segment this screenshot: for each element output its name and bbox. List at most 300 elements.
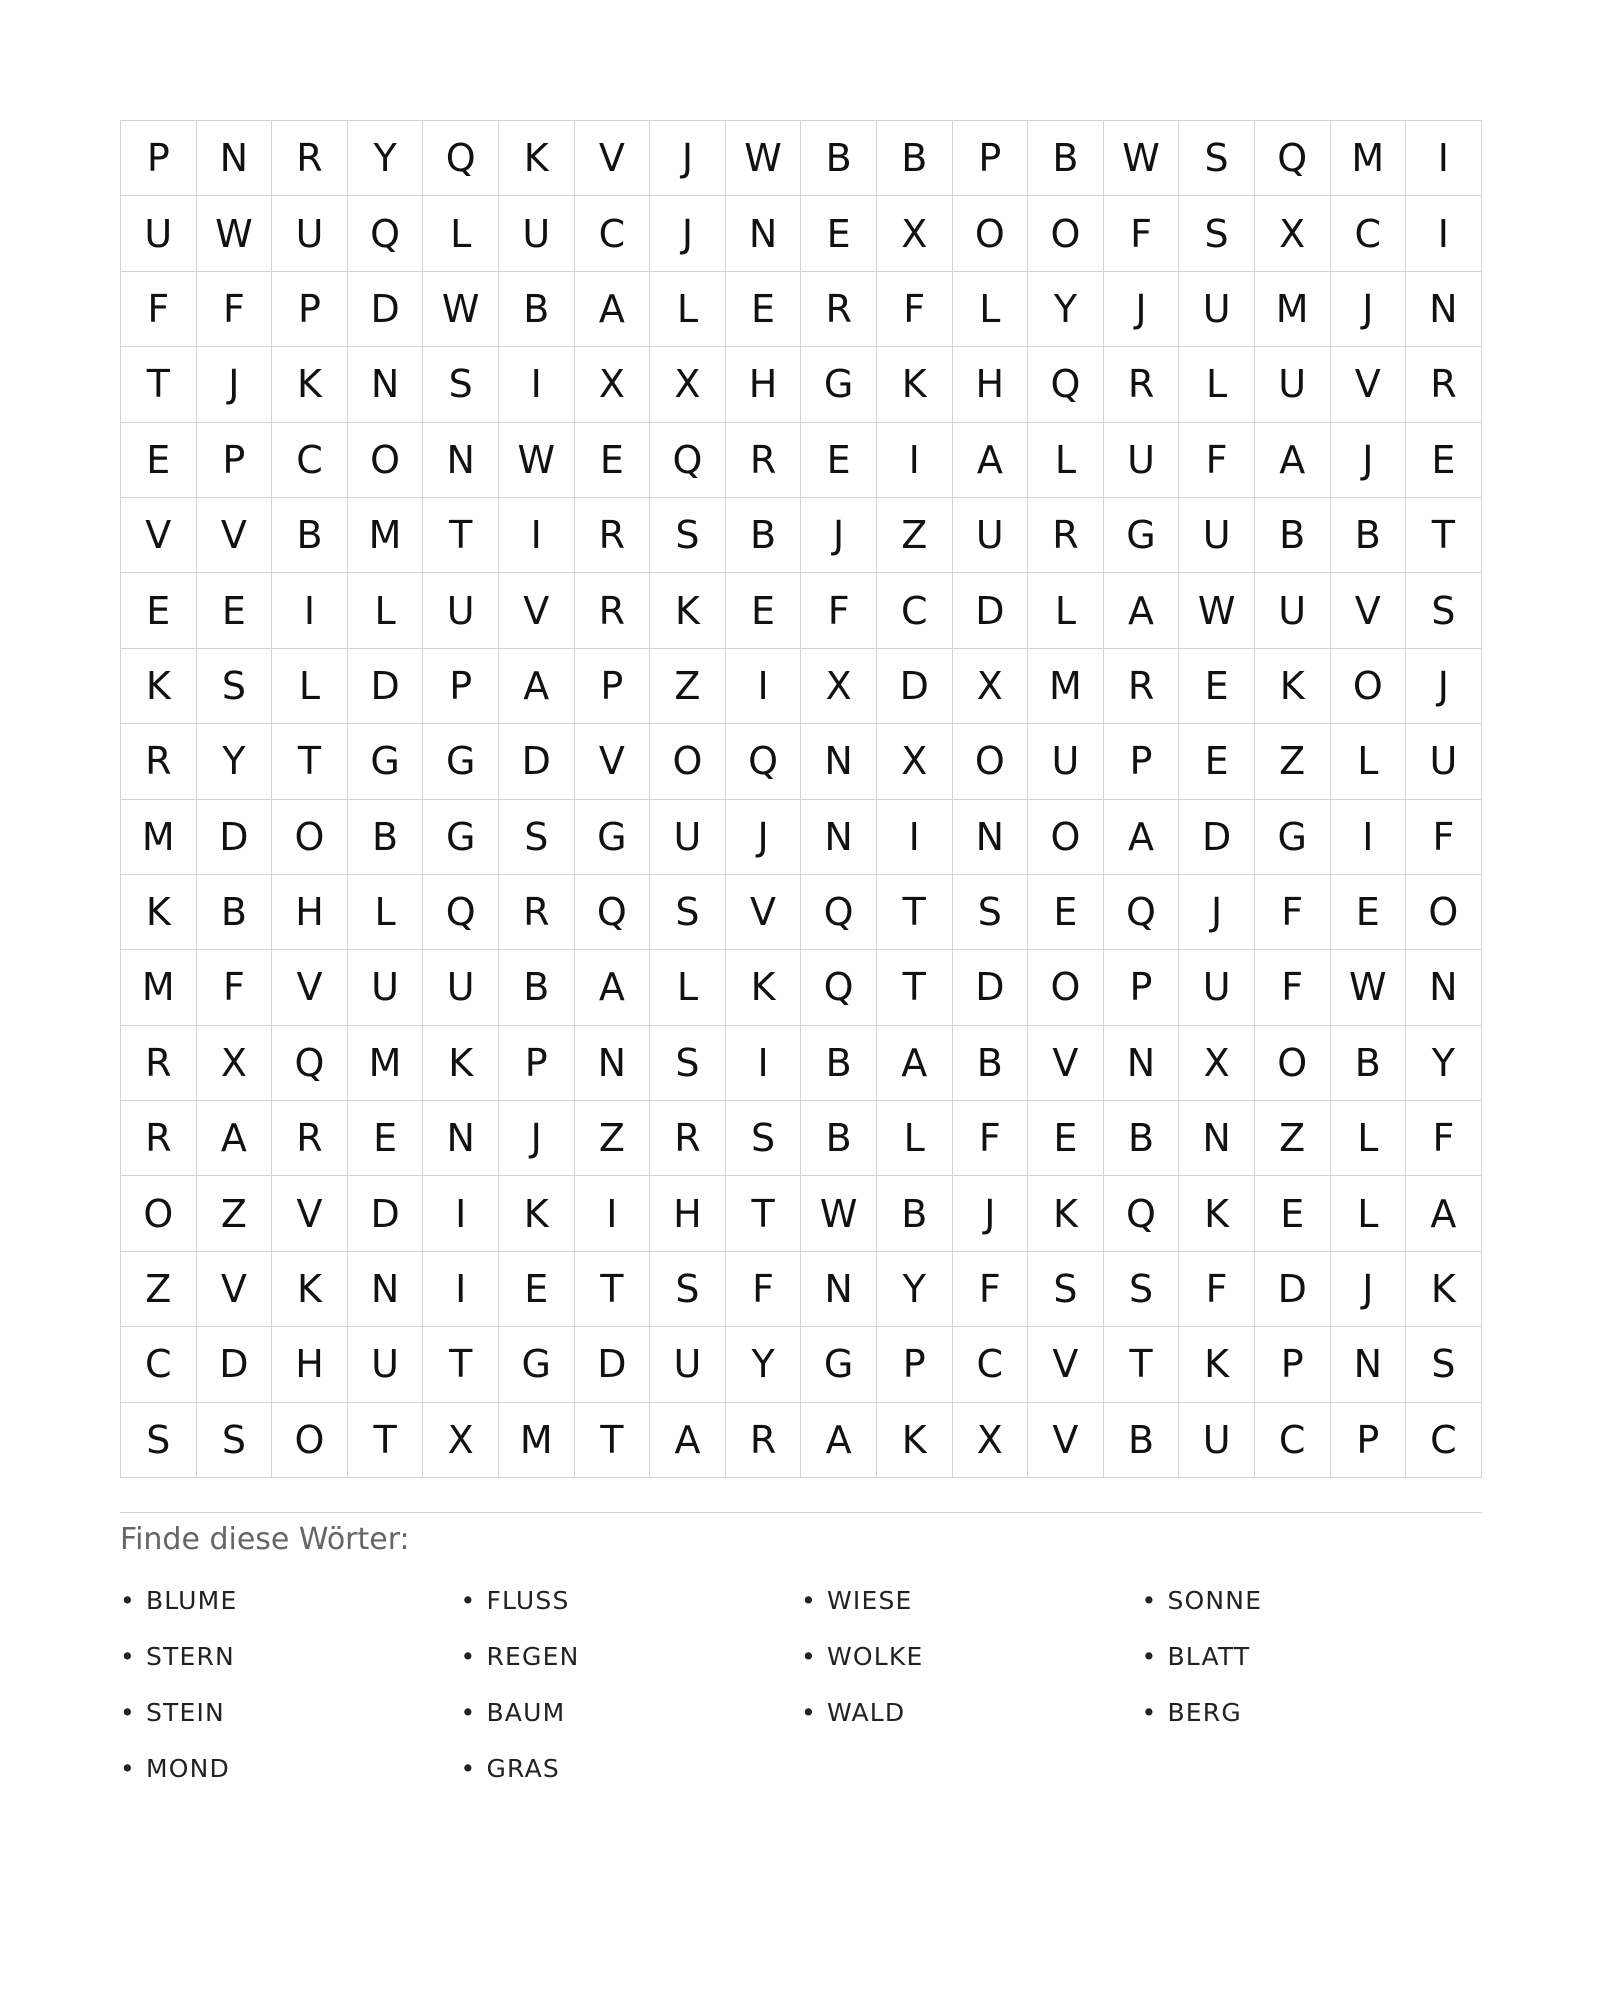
grid-cell[interactable]: S [726,1101,802,1176]
grid-cell[interactable]: S [1179,121,1255,196]
grid-cell[interactable]: S [650,875,726,950]
grid-cell[interactable]: B [953,1026,1029,1101]
grid-cell[interactable]: W [1331,950,1407,1025]
grid-cell[interactable]: U [499,196,575,271]
grid-cell[interactable]: F [953,1101,1029,1176]
grid-cell[interactable]: B [726,498,802,573]
grid-cell[interactable]: I [877,423,953,498]
grid-cell[interactable]: V [1331,347,1407,422]
grid-cell[interactable]: L [423,196,499,271]
grid-cell[interactable]: G [801,1327,877,1402]
grid-cell[interactable]: K [1406,1252,1482,1327]
grid-cell[interactable]: N [348,1252,424,1327]
grid-cell[interactable]: Y [1028,272,1104,347]
grid-cell[interactable]: K [1255,649,1331,724]
grid-cell[interactable]: P [575,649,651,724]
grid-cell[interactable]: N [1406,272,1482,347]
grid-cell[interactable]: K [877,347,953,422]
grid-cell[interactable]: I [499,347,575,422]
grid-cell[interactable]: S [1028,1252,1104,1327]
grid-cell[interactable]: F [121,272,197,347]
grid-cell[interactable]: B [877,121,953,196]
grid-cell[interactable]: E [801,423,877,498]
grid-cell[interactable]: R [272,121,348,196]
grid-cell[interactable]: R [575,573,651,648]
grid-cell[interactable]: S [1104,1252,1180,1327]
grid-cell[interactable]: V [1028,1327,1104,1402]
grid-cell[interactable]: V [197,498,273,573]
grid-cell[interactable]: I [877,800,953,875]
grid-cell[interactable]: B [1028,121,1104,196]
grid-cell[interactable]: G [575,800,651,875]
grid-cell[interactable]: U [1179,498,1255,573]
grid-cell[interactable]: K [1179,1176,1255,1251]
grid-cell[interactable]: M [1331,121,1407,196]
grid-cell[interactable]: C [575,196,651,271]
grid-cell[interactable]: L [272,649,348,724]
grid-cell[interactable]: K [121,875,197,950]
grid-cell[interactable]: A [877,1026,953,1101]
grid-cell[interactable]: B [1104,1101,1180,1176]
grid-cell[interactable]: R [575,498,651,573]
grid-cell[interactable]: S [650,498,726,573]
grid-cell[interactable]: F [1255,950,1331,1025]
grid-cell[interactable]: C [121,1327,197,1402]
grid-cell[interactable]: F [197,272,273,347]
grid-cell[interactable]: X [423,1403,499,1478]
grid-cell[interactable]: C [1406,1403,1482,1478]
grid-cell[interactable]: N [801,724,877,799]
grid-cell[interactable]: N [801,1252,877,1327]
grid-cell[interactable]: A [575,950,651,1025]
grid-cell[interactable]: X [1255,196,1331,271]
grid-cell[interactable]: S [1406,573,1482,648]
grid-cell[interactable]: R [121,724,197,799]
grid-cell[interactable]: G [423,724,499,799]
grid-cell[interactable]: L [953,272,1029,347]
grid-cell[interactable]: T [272,724,348,799]
grid-cell[interactable]: U [1104,423,1180,498]
grid-cell[interactable]: L [1331,724,1407,799]
grid-cell[interactable]: O [1028,950,1104,1025]
grid-cell[interactable]: O [1028,196,1104,271]
grid-cell[interactable]: O [348,423,424,498]
grid-cell[interactable]: Q [575,875,651,950]
grid-cell[interactable]: U [1255,573,1331,648]
grid-cell[interactable]: L [650,272,726,347]
grid-cell[interactable]: Z [1255,724,1331,799]
grid-cell[interactable]: B [348,800,424,875]
grid-cell[interactable]: B [499,950,575,1025]
grid-cell[interactable]: O [272,1403,348,1478]
grid-cell[interactable]: M [121,950,197,1025]
grid-cell[interactable]: K [272,347,348,422]
grid-cell[interactable]: O [953,196,1029,271]
grid-cell[interactable]: J [1406,649,1482,724]
grid-cell[interactable]: N [423,423,499,498]
grid-cell[interactable]: O [1406,875,1482,950]
grid-cell[interactable]: R [1028,498,1104,573]
grid-cell[interactable]: Q [650,423,726,498]
grid-cell[interactable]: C [1331,196,1407,271]
grid-cell[interactable]: U [650,1327,726,1402]
grid-cell[interactable]: U [1255,347,1331,422]
grid-cell[interactable]: Y [197,724,273,799]
grid-cell[interactable]: O [1028,800,1104,875]
grid-cell[interactable]: R [121,1026,197,1101]
grid-cell[interactable]: E [499,1252,575,1327]
grid-cell[interactable]: D [348,272,424,347]
grid-cell[interactable]: U [1179,1403,1255,1478]
grid-cell[interactable]: Y [348,121,424,196]
grid-cell[interactable]: D [197,1327,273,1402]
grid-cell[interactable]: K [650,573,726,648]
grid-cell[interactable]: N [1104,1026,1180,1101]
grid-cell[interactable]: L [1028,573,1104,648]
grid-cell[interactable]: B [801,1101,877,1176]
grid-cell[interactable]: T [348,1403,424,1478]
grid-cell[interactable]: E [121,573,197,648]
grid-cell[interactable]: T [1104,1327,1180,1402]
grid-cell[interactable]: M [499,1403,575,1478]
grid-cell[interactable]: R [1104,347,1180,422]
grid-cell[interactable]: L [1028,423,1104,498]
grid-cell[interactable]: T [121,347,197,422]
grid-cell[interactable]: U [953,498,1029,573]
grid-cell[interactable]: I [575,1176,651,1251]
grid-cell[interactable]: P [953,121,1029,196]
grid-cell[interactable]: E [1028,1101,1104,1176]
grid-cell[interactable]: I [726,649,802,724]
grid-cell[interactable]: P [1331,1403,1407,1478]
grid-cell[interactable]: H [650,1176,726,1251]
grid-cell[interactable]: F [1406,1101,1482,1176]
grid-cell[interactable]: U [1179,272,1255,347]
grid-cell[interactable]: H [726,347,802,422]
grid-cell[interactable]: M [348,1026,424,1101]
grid-cell[interactable]: S [953,875,1029,950]
grid-cell[interactable]: L [1179,347,1255,422]
grid-cell[interactable]: F [1406,800,1482,875]
grid-cell[interactable]: D [197,800,273,875]
grid-cell[interactable]: V [197,1252,273,1327]
grid-cell[interactable]: Q [348,196,424,271]
grid-cell[interactable]: V [1331,573,1407,648]
grid-cell[interactable]: V [1028,1403,1104,1478]
grid-cell[interactable]: V [121,498,197,573]
grid-cell[interactable]: I [272,573,348,648]
grid-cell[interactable]: I [1331,800,1407,875]
grid-cell[interactable]: B [1331,498,1407,573]
grid-cell[interactable]: F [1255,875,1331,950]
grid-cell[interactable]: U [1028,724,1104,799]
grid-cell[interactable]: F [197,950,273,1025]
grid-cell[interactable]: V [499,573,575,648]
grid-cell[interactable]: A [953,423,1029,498]
grid-cell[interactable]: P [1104,950,1180,1025]
grid-cell[interactable]: Z [650,649,726,724]
grid-cell[interactable]: F [1104,196,1180,271]
grid-cell[interactable]: J [1331,272,1407,347]
grid-cell[interactable]: M [1255,272,1331,347]
grid-cell[interactable]: E [1028,875,1104,950]
grid-cell[interactable]: N [348,347,424,422]
grid-cell[interactable]: I [726,1026,802,1101]
grid-cell[interactable]: Y [726,1327,802,1402]
grid-cell[interactable]: H [953,347,1029,422]
grid-cell[interactable]: P [1104,724,1180,799]
grid-cell[interactable]: P [877,1327,953,1402]
grid-cell[interactable]: E [726,573,802,648]
grid-cell[interactable]: J [650,196,726,271]
grid-cell[interactable]: P [499,1026,575,1101]
grid-cell[interactable]: T [575,1403,651,1478]
grid-cell[interactable]: N [726,196,802,271]
grid-cell[interactable]: Q [1255,121,1331,196]
grid-cell[interactable]: O [1255,1026,1331,1101]
grid-cell[interactable]: G [801,347,877,422]
grid-cell[interactable]: L [1331,1176,1407,1251]
grid-cell[interactable]: K [1028,1176,1104,1251]
grid-cell[interactable]: U [1406,724,1482,799]
grid-cell[interactable]: T [877,950,953,1025]
grid-cell[interactable]: W [726,121,802,196]
grid-cell[interactable]: P [272,272,348,347]
grid-cell[interactable]: U [121,196,197,271]
grid-cell[interactable]: X [650,347,726,422]
grid-cell[interactable]: S [197,1403,273,1478]
grid-cell[interactable]: D [1179,800,1255,875]
grid-cell[interactable]: Q [1028,347,1104,422]
grid-cell[interactable]: E [121,423,197,498]
grid-cell[interactable]: V [575,121,651,196]
grid-cell[interactable]: S [121,1403,197,1478]
grid-cell[interactable]: M [348,498,424,573]
grid-cell[interactable]: J [1331,423,1407,498]
grid-cell[interactable]: N [575,1026,651,1101]
grid-cell[interactable]: J [650,121,726,196]
grid-cell[interactable]: Q [801,950,877,1025]
grid-cell[interactable]: R [726,1403,802,1478]
grid-cell[interactable]: W [1179,573,1255,648]
grid-cell[interactable]: A [499,649,575,724]
grid-cell[interactable]: B [1255,498,1331,573]
grid-cell[interactable]: S [197,649,273,724]
grid-cell[interactable]: K [121,649,197,724]
grid-cell[interactable]: X [1179,1026,1255,1101]
grid-cell[interactable]: E [1406,423,1482,498]
grid-cell[interactable]: N [423,1101,499,1176]
grid-cell[interactable]: L [650,950,726,1025]
grid-cell[interactable]: F [726,1252,802,1327]
grid-cell[interactable]: E [1331,875,1407,950]
grid-cell[interactable]: Q [272,1026,348,1101]
grid-cell[interactable]: Z [121,1252,197,1327]
grid-cell[interactable]: T [423,498,499,573]
grid-cell[interactable]: U [423,950,499,1025]
grid-cell[interactable]: X [953,1403,1029,1478]
grid-cell[interactable]: T [423,1327,499,1402]
grid-cell[interactable]: P [1255,1327,1331,1402]
grid-cell[interactable]: Z [1255,1101,1331,1176]
grid-cell[interactable]: V [272,950,348,1025]
grid-cell[interactable]: R [726,423,802,498]
grid-cell[interactable]: G [348,724,424,799]
grid-cell[interactable]: A [1406,1176,1482,1251]
grid-cell[interactable]: P [423,649,499,724]
grid-cell[interactable]: E [348,1101,424,1176]
grid-cell[interactable]: O [1331,649,1407,724]
grid-cell[interactable]: K [499,1176,575,1251]
grid-cell[interactable]: M [1028,649,1104,724]
grid-cell[interactable]: W [423,272,499,347]
grid-cell[interactable]: Z [877,498,953,573]
grid-cell[interactable]: X [953,649,1029,724]
grid-cell[interactable]: G [499,1327,575,1402]
grid-cell[interactable]: F [877,272,953,347]
grid-cell[interactable]: S [499,800,575,875]
grid-cell[interactable]: L [1331,1101,1407,1176]
grid-cell[interactable]: U [272,196,348,271]
grid-cell[interactable]: J [197,347,273,422]
grid-cell[interactable]: R [1104,649,1180,724]
grid-cell[interactable]: Y [877,1252,953,1327]
grid-cell[interactable]: N [1406,950,1482,1025]
grid-cell[interactable]: Q [423,121,499,196]
grid-cell[interactable]: V [726,875,802,950]
grid-cell[interactable]: A [575,272,651,347]
grid-cell[interactable]: M [121,800,197,875]
grid-cell[interactable]: Q [423,875,499,950]
grid-cell[interactable]: C [272,423,348,498]
grid-cell[interactable]: A [1255,423,1331,498]
grid-cell[interactable]: Q [1104,1176,1180,1251]
grid-cell[interactable]: W [197,196,273,271]
grid-cell[interactable]: S [650,1252,726,1327]
grid-cell[interactable]: A [650,1403,726,1478]
grid-cell[interactable]: C [1255,1403,1331,1478]
grid-cell[interactable]: T [726,1176,802,1251]
grid-cell[interactable]: E [801,196,877,271]
grid-cell[interactable]: F [1179,423,1255,498]
grid-cell[interactable]: R [650,1101,726,1176]
grid-cell[interactable]: O [953,724,1029,799]
grid-cell[interactable]: A [197,1101,273,1176]
grid-cell[interactable]: O [121,1176,197,1251]
grid-cell[interactable]: R [499,875,575,950]
grid-cell[interactable]: Q [726,724,802,799]
grid-cell[interactable]: K [726,950,802,1025]
grid-cell[interactable]: E [197,573,273,648]
grid-cell[interactable]: I [499,498,575,573]
grid-cell[interactable]: W [1104,121,1180,196]
grid-cell[interactable]: D [1255,1252,1331,1327]
grid-cell[interactable]: Z [197,1176,273,1251]
grid-cell[interactable]: E [1179,649,1255,724]
grid-cell[interactable]: F [1179,1252,1255,1327]
grid-cell[interactable]: J [1331,1252,1407,1327]
grid-cell[interactable]: A [801,1403,877,1478]
grid-cell[interactable]: U [348,1327,424,1402]
grid-cell[interactable]: R [801,272,877,347]
grid-cell[interactable]: N [801,800,877,875]
grid-cell[interactable]: V [272,1176,348,1251]
grid-cell[interactable]: B [1104,1403,1180,1478]
grid-cell[interactable]: A [1104,573,1180,648]
grid-cell[interactable]: L [348,573,424,648]
grid-cell[interactable]: S [650,1026,726,1101]
grid-cell[interactable]: E [1255,1176,1331,1251]
grid-cell[interactable]: N [197,121,273,196]
grid-cell[interactable]: S [423,347,499,422]
grid-cell[interactable]: S [1406,1327,1482,1402]
grid-cell[interactable]: G [423,800,499,875]
grid-cell[interactable]: C [877,573,953,648]
grid-cell[interactable]: R [121,1101,197,1176]
grid-cell[interactable]: E [726,272,802,347]
grid-cell[interactable]: E [575,423,651,498]
grid-cell[interactable]: N [1179,1101,1255,1176]
grid-cell[interactable]: B [272,498,348,573]
grid-cell[interactable]: D [953,573,1029,648]
grid-cell[interactable]: V [1028,1026,1104,1101]
grid-cell[interactable]: G [1104,498,1180,573]
grid-cell[interactable]: T [877,875,953,950]
grid-cell[interactable]: P [121,121,197,196]
grid-cell[interactable]: O [650,724,726,799]
grid-cell[interactable]: B [1331,1026,1407,1101]
grid-cell[interactable]: D [348,649,424,724]
grid-cell[interactable]: H [272,875,348,950]
grid-cell[interactable]: B [197,875,273,950]
grid-cell[interactable]: R [1406,347,1482,422]
grid-cell[interactable]: B [877,1176,953,1251]
grid-cell[interactable]: D [499,724,575,799]
grid-cell[interactable]: T [575,1252,651,1327]
grid-cell[interactable]: U [650,800,726,875]
grid-cell[interactable]: D [877,649,953,724]
grid-cell[interactable]: J [801,498,877,573]
grid-cell[interactable]: F [801,573,877,648]
grid-cell[interactable]: K [423,1026,499,1101]
grid-cell[interactable]: U [348,950,424,1025]
grid-cell[interactable]: N [953,800,1029,875]
grid-cell[interactable]: O [272,800,348,875]
grid-cell[interactable]: K [499,121,575,196]
grid-cell[interactable]: I [1406,196,1482,271]
grid-cell[interactable]: I [423,1252,499,1327]
grid-cell[interactable]: K [1179,1327,1255,1402]
grid-cell[interactable]: T [1406,498,1482,573]
grid-cell[interactable]: A [1104,800,1180,875]
grid-cell[interactable]: H [272,1327,348,1402]
grid-cell[interactable]: X [801,649,877,724]
grid-cell[interactable]: X [877,724,953,799]
grid-cell[interactable]: J [726,800,802,875]
grid-cell[interactable]: W [499,423,575,498]
grid-cell[interactable]: Y [1406,1026,1482,1101]
grid-cell[interactable]: K [877,1403,953,1478]
grid-cell[interactable]: D [575,1327,651,1402]
grid-cell[interactable]: E [1179,724,1255,799]
grid-cell[interactable]: R [272,1101,348,1176]
grid-cell[interactable]: P [197,423,273,498]
grid-cell[interactable]: V [575,724,651,799]
grid-cell[interactable]: W [801,1176,877,1251]
grid-cell[interactable]: J [499,1101,575,1176]
grid-cell[interactable]: I [423,1176,499,1251]
grid-cell[interactable]: X [197,1026,273,1101]
